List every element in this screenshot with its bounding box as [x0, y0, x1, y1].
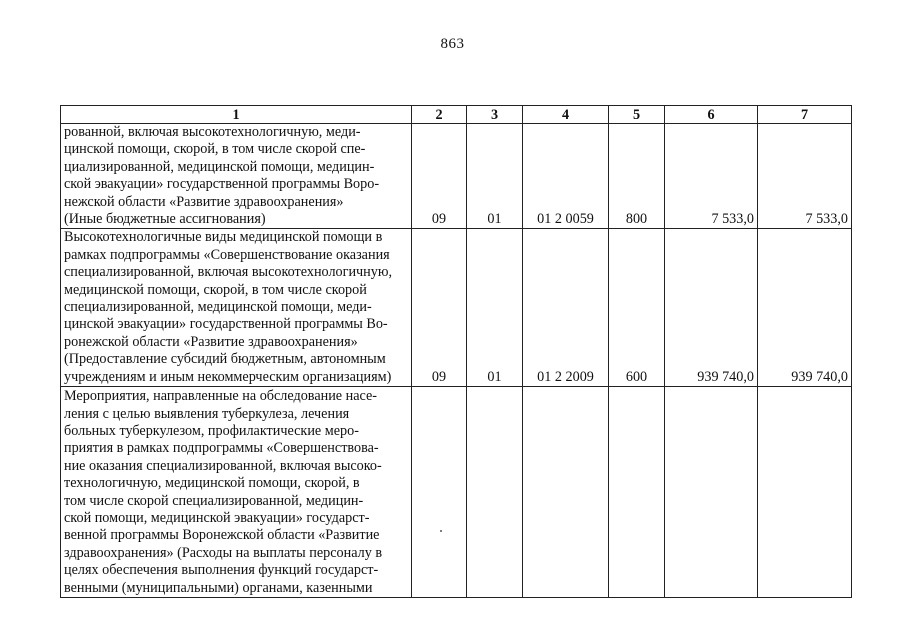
row-description: рованной, включая высокотехнологичную, меди- цинской помощи, скорой, в том числе скорой спе- циализированной, медицинской помощи, медицин- ской эвакуации» государственной программы Воро- нежской области «Развитие здравоохранения» (Иные бюджетные ассигнования)	[61, 124, 412, 229]
target-article-code: 01 2 0059	[523, 124, 609, 229]
scan-speck	[440, 530, 442, 532]
target-article-code: 01 2 2009	[523, 229, 609, 387]
target-article-code	[523, 387, 609, 598]
column-header-6: 6	[665, 106, 758, 124]
amount-col-7: 7 533,0	[758, 124, 852, 229]
subsection-code: 01	[467, 229, 523, 387]
amount-col-6	[665, 387, 758, 598]
page-number: 863	[440, 36, 465, 52]
section-code: 09	[412, 124, 467, 229]
table-row	[61, 229, 852, 387]
subsection-code	[467, 387, 523, 598]
section-code: 09	[412, 229, 467, 387]
column-header-2: 2	[412, 106, 467, 124]
column-header-7: 7	[758, 106, 852, 124]
section-code	[412, 387, 467, 598]
column-header-3: 3	[467, 106, 523, 124]
column-header-1: 1	[61, 106, 412, 124]
row-description: Высокотехнологичные виды медицинской помощи в рамках подпрограммы «Совершенствование оказания специализированной, включая высокотехнологичную, медицинской помощи, скорой, в том числе скорой специализированной, медицинской помощи, меди- цинской эвакуации» государственной программы Во- ронежской области «Развитие здравоохранения» (Предоставление субсидий бюджетным, автономным учреждениям и иным некоммерческим организациям)	[61, 229, 412, 387]
table-header-row	[61, 106, 852, 124]
amount-col-6: 939 740,0	[665, 229, 758, 387]
table-row	[61, 124, 852, 229]
table-row	[61, 387, 852, 598]
column-header-4: 4	[523, 106, 609, 124]
amount-col-7: 939 740,0	[758, 229, 852, 387]
expense-type-code: 600	[609, 229, 665, 387]
expense-type-code: 800	[609, 124, 665, 229]
amount-col-7	[758, 387, 852, 598]
expense-type-code	[609, 387, 665, 598]
budget-table	[60, 105, 852, 598]
row-description: Мероприятия, направленные на обследование насе- ления с целью выявления туберкулеза, лечения больных туберкулезом, профилактические меро- приятия в рамках подпрограммы «Совершенствова- ние оказания специализированной, включая высоко- технологичную, медицинской помощи, скорой, в том числе скорой специализированной, медицин- ской помощи, медицинской эвакуации» государст- венной программы Воронежской области «Развитие здравоохранения» (Расходы на выплаты персоналу в целях обеспечения выполнения функций государст- венными (муниципальными) органами, казенными	[61, 387, 412, 598]
amount-col-6: 7 533,0	[665, 124, 758, 229]
subsection-code: 01	[467, 124, 523, 229]
column-header-5: 5	[609, 106, 665, 124]
